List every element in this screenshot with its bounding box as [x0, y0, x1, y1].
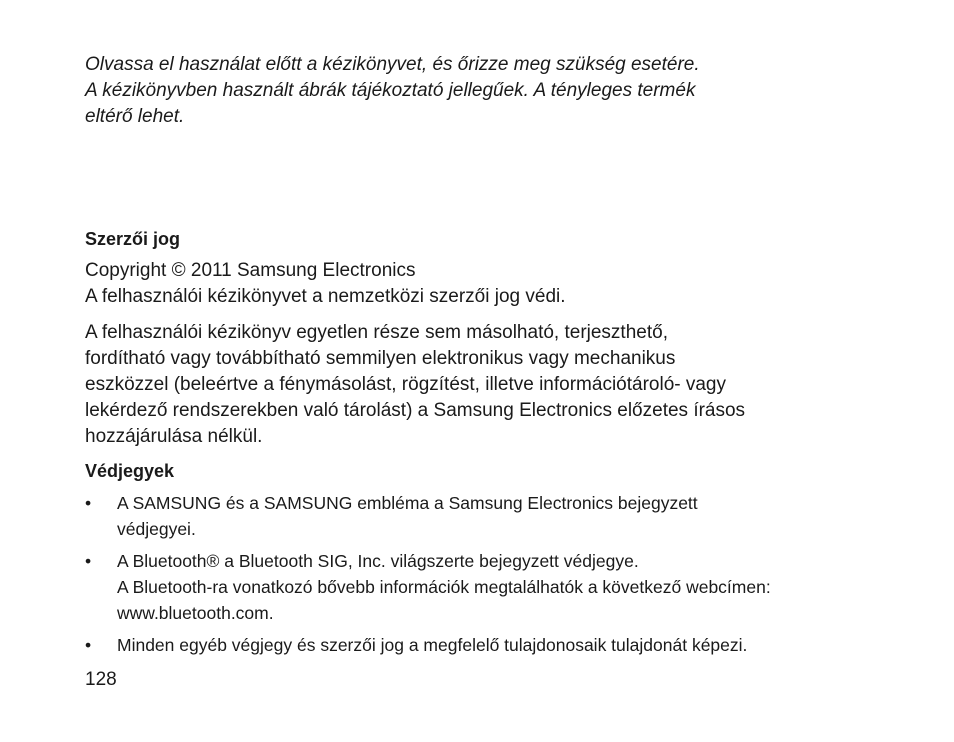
- copyright-paragraph-line: A felhasználói kézikönyv egyetlen része sem másolható, terjeszthető,: [85, 322, 668, 343]
- trademarks-heading: Védjegyek: [85, 461, 175, 481]
- copyright-statement: [85, 258, 875, 310]
- intro-line-2: A kézikönyvben használt ábrák tájékoztató jellegűek. A tényleges termék: [85, 80, 696, 101]
- list-item-line: A Bluetooth® a Bluetooth SIG, Inc. világszerte bejegyzett védjegye.: [117, 551, 639, 571]
- list-item: [85, 548, 875, 626]
- bullet-icon: •: [85, 551, 92, 571]
- copyright-line-1: Copyright © 2011 Samsung Electronics: [85, 260, 416, 281]
- bullet-icon: •: [85, 635, 92, 655]
- list-item-line: www.bluetooth.com.: [117, 603, 274, 623]
- copyright-paragraph-line: eszközzel (beleértve a fénymásolást, rögzítést, illetve információtároló- vagy: [85, 374, 726, 395]
- intro-notice: [85, 52, 875, 130]
- intro-line-3: eltérő lehet.: [85, 106, 185, 127]
- manual-page: [85, 0, 885, 742]
- list-item-line: Minden egyéb végjegy és szerzői jog a megfelelő tulajdonosaik tulajdonát képezi.: [117, 635, 748, 655]
- trademarks-list: [85, 490, 875, 658]
- copyright-paragraph-line: fordítható vagy továbbítható semmilyen elektronikus vagy mechanikus: [85, 348, 676, 369]
- page-number: 128: [85, 669, 117, 690]
- copyright-section: [85, 227, 875, 664]
- copyright-paragraph: [85, 320, 875, 450]
- copyright-heading: Szerzői jog: [85, 229, 181, 249]
- list-item: [85, 490, 875, 542]
- list-item-line: A Bluetooth-ra vonatkozó bővebb információk megtalálhatók a következő webcímen:: [117, 577, 771, 597]
- copyright-paragraph-line: lekérdező rendszerekben való tárolást) a Samsung Electronics előzetes írásos: [85, 400, 746, 421]
- list-item: [85, 632, 875, 658]
- copyright-line-2: A felhasználói kézikönyvet a nemzetközi szerzői jog védi.: [85, 286, 566, 307]
- bullet-icon: •: [85, 493, 92, 513]
- copyright-paragraph-line: hozzájárulása nélkül.: [85, 426, 263, 447]
- list-item-line: védjegyei.: [117, 519, 196, 539]
- list-item-line: A SAMSUNG és a SAMSUNG embléma a Samsung Electronics bejegyzett: [117, 493, 698, 513]
- intro-line-1: Olvassa el használat előtt a kézikönyvet, és őrizze meg szükség esetére.: [85, 54, 700, 75]
